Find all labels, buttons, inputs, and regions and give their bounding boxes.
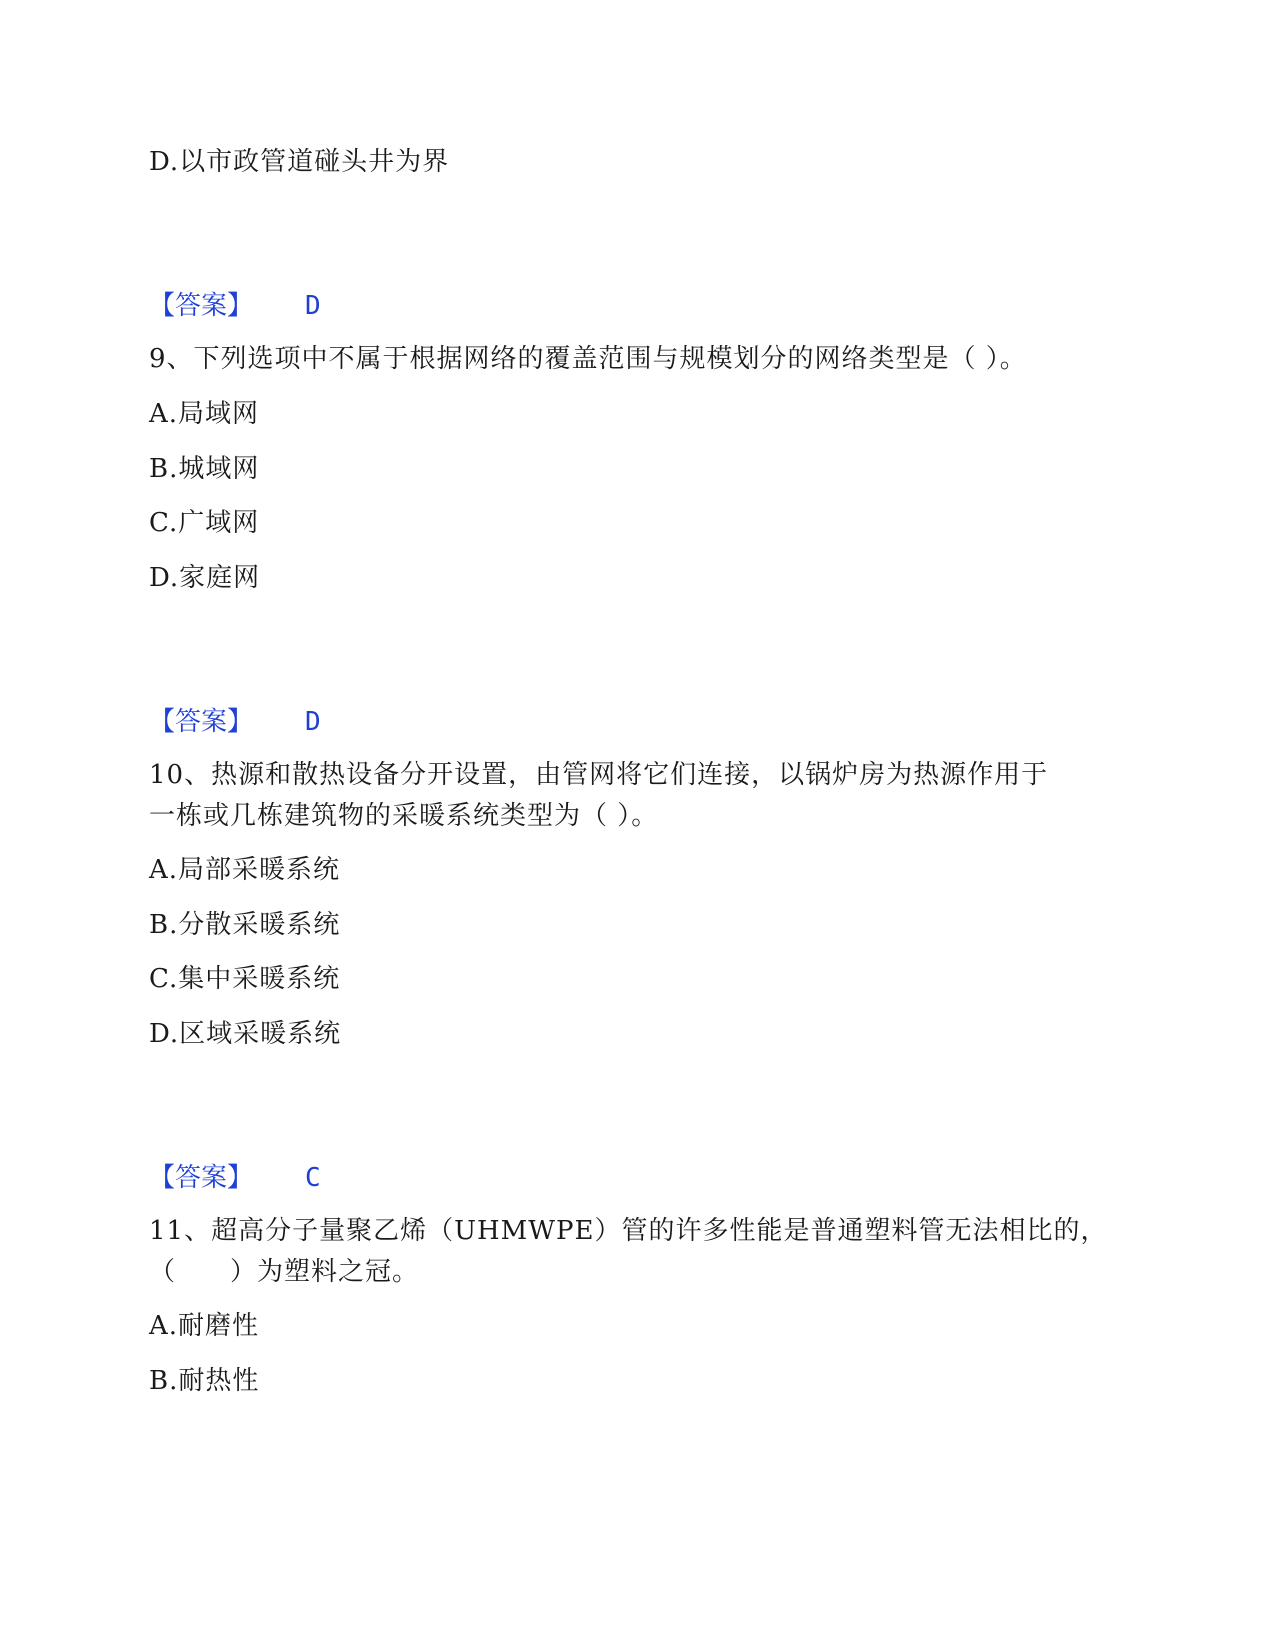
question-11-option-a: A.耐磨性 bbox=[149, 1311, 260, 1341]
question-9-option-b: B.城域网 bbox=[149, 454, 260, 484]
answer-10 bbox=[149, 1160, 321, 1196]
answer-8 bbox=[149, 288, 321, 324]
answer-label: 【答案】 bbox=[149, 707, 254, 737]
question-10-option-a: A.局部采暖系统 bbox=[149, 855, 341, 885]
answer-label: 【答案】 bbox=[149, 1163, 254, 1193]
question-9-stem: 9、下列选项中不属于根据网络的覆盖范围与规模划分的网络类型是（ ）。 bbox=[149, 344, 1027, 374]
question-10-option-b: B.分散采暖系统 bbox=[149, 910, 341, 940]
question-10-stem-line-2: 一栋或几栋建筑物的采暖系统类型为（ ）。 bbox=[149, 801, 659, 831]
answer-label: 【答案】 bbox=[149, 291, 254, 321]
question-10-stem-line-1: 10、热源和散热设备分开设置，由管网将它们连接，以锅炉房为热源作用于 bbox=[149, 760, 1049, 790]
answer-value: D bbox=[305, 707, 321, 737]
question-10-option-d: D.区域采暖系统 bbox=[149, 1019, 342, 1049]
answer-value: D bbox=[305, 291, 321, 321]
question-11-stem-line-2: （ ）为塑料之冠。 bbox=[149, 1257, 420, 1287]
question-11-option-b: B.耐热性 bbox=[149, 1366, 260, 1396]
answer-9 bbox=[149, 704, 321, 740]
question-9-option-a: A.局域网 bbox=[149, 399, 260, 429]
answer-value: C bbox=[305, 1163, 321, 1193]
question-10-option-c: C.集中采暖系统 bbox=[149, 964, 341, 994]
question-11-stem-line-1: 11、超高分子量聚乙烯（UHMWPE）管的许多性能是普通塑料管无法相比的， bbox=[149, 1216, 1108, 1246]
question-8-option-d: D.以市政管道碰头井为界 bbox=[149, 147, 450, 177]
question-9-option-d: D.家庭网 bbox=[149, 563, 261, 593]
question-9-option-c: C.广域网 bbox=[149, 508, 260, 538]
